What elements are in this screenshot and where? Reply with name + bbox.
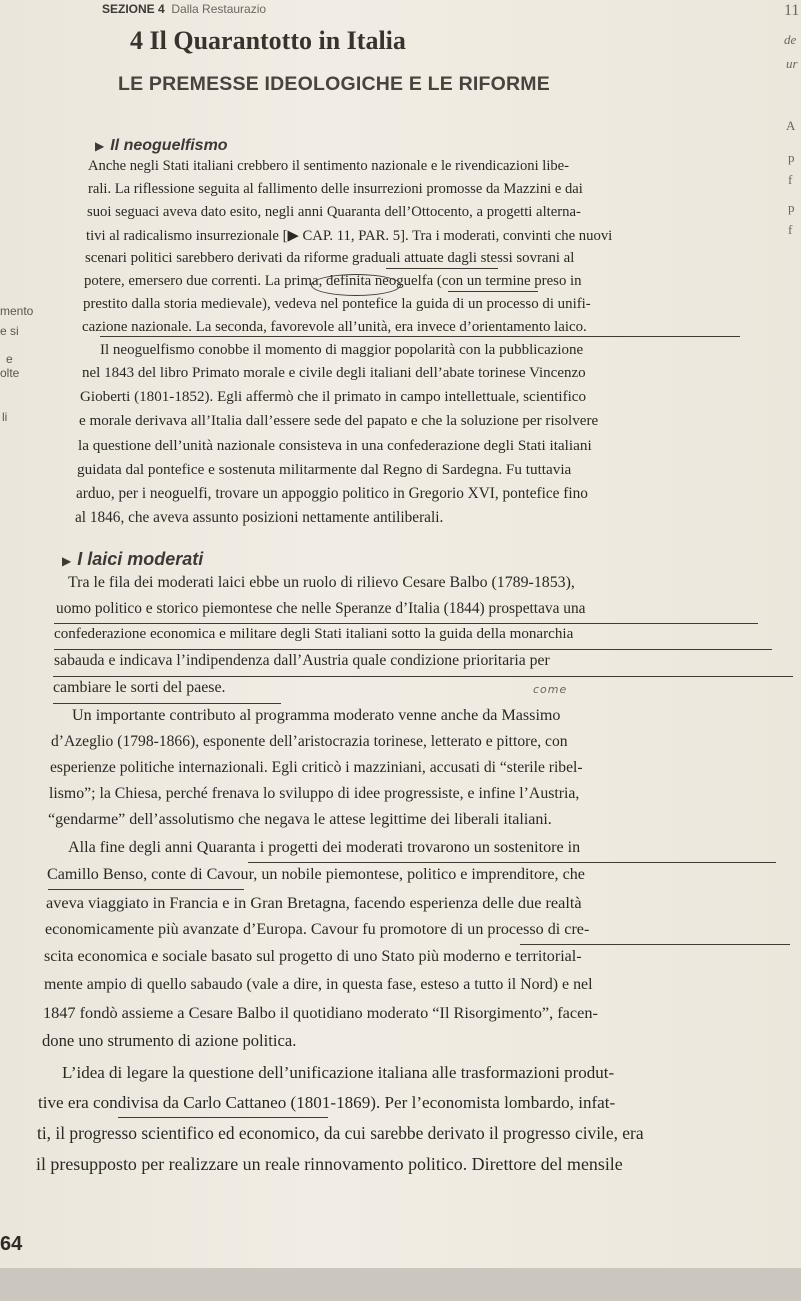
text-line: uomo politico e storico piemontese che nelle Speranze d’Italia (1844) prospettava una: [56, 600, 586, 617]
text-line: guidata dal pontefice e sostenuta militarmente dal Regno di Sardegna. Fu tuttavia: [77, 461, 572, 478]
text-line: scita economica e sociale basato sul progetto di uno Stato più moderno e territorial-: [44, 948, 582, 965]
text-line: scenari politici sarebbero derivati da riforme graduali attuate dagli stessi sovrani al: [85, 250, 575, 266]
section-heading-laici-moderati: ▶ I laici moderati: [62, 549, 204, 569]
pen-underline: [54, 623, 758, 624]
text-line: Il neoguelfismo conobbe il momento di maggior popolarità con la pubblicazione: [100, 342, 584, 358]
text-line: Gioberti (1801-1852). Egli affermò che il primato in campo intellettuale, scientifico: [80, 389, 587, 405]
text-line: nel 1843 del libro Primato morale e civile degli italiani dell’abate torinese Vincenzo: [82, 365, 586, 381]
text-line: potere, emersero due correnti. La prima, definita neoguelfa (con un termine preso in: [84, 273, 582, 289]
pen-underline: [54, 649, 772, 650]
chapter-title: 4 Il Quarantotto in Italia: [130, 26, 406, 55]
margin-fragment: olte: [0, 366, 20, 380]
pen-underline: [100, 336, 740, 337]
margin-fragment: de: [784, 32, 797, 47]
pen-underline: [53, 676, 793, 677]
section-running-head: SEZIONE 4 Dalla Restaurazio: [102, 2, 267, 16]
text-line: arduo, per i neoguelfi, trovare un appoggio politico in Gregorio XVI, pontefice fino: [76, 485, 588, 502]
pen-circle: [311, 274, 401, 296]
margin-fragment: f: [788, 222, 793, 237]
text-line: ti, il progresso scientifico ed economico, da cui sarebbe derivato il progresso civile, era: [37, 1123, 644, 1143]
pen-underline: [248, 862, 776, 863]
text-line: Camillo Benso, conte di Cavour, un nobile piemontese, politico e imprenditore, che: [47, 866, 585, 883]
pen-underline: [118, 1117, 328, 1118]
text-line: al 1846, che aveva assunto posizioni nettamente antiliberali.: [75, 509, 444, 526]
text-line: mente ampio di quello sabaudo (vale a dire, in questa fase, esteso a tutto il Nord) e nel: [44, 976, 593, 993]
margin-fragment: e si: [0, 324, 19, 338]
text-line: e morale derivava all’Italia dall’essere sede del papato e che la soluzione per risolvere: [79, 413, 599, 429]
text-line: aveva viaggiato in Francia e in Gran Bretagna, facendo esperienza delle due realtà: [46, 893, 582, 912]
pen-underline: [448, 291, 538, 292]
text-line: esperienze politiche internazionali. Egli criticò i mazziniani, accusati di “sterile ribel-: [50, 759, 583, 776]
text-line: tivi al radicalismo insurrezionale [▶ CAP. 11, PAR. 5]. Tra i moderati, convinti che nuovi: [86, 228, 613, 244]
text-line: rali. La riflessione seguita al fallimento delle insurrezioni promosse da Mazzini e dai: [88, 181, 583, 197]
main-heading: LE PREMESSE IDEOLOGICHE E LE RIFORME: [118, 73, 550, 95]
page-number: 64: [0, 1233, 23, 1255]
text-line: sabauda e indicava l’indipendenza dall’Austria quale condizione prioritaria per: [54, 652, 550, 669]
text-line: “gendarme” dell’assolutismo che negava le attese legittime dei liberali italiani.: [48, 811, 552, 828]
handwritten-note: come: [533, 683, 568, 696]
text-line: lismo”; la Chiesa, perché frenava lo sviluppo di idee progressiste, e infine l’Austria,: [49, 785, 580, 802]
margin-fragment: f: [788, 172, 793, 187]
margin-fragment: mento: [0, 304, 34, 318]
pen-underline: [520, 944, 790, 945]
margin-fragment: li: [2, 410, 8, 424]
section-heading-neoguelfismo: ▶ Il neoguelfismo: [95, 137, 228, 154]
page-bottom-edge: [0, 1268, 801, 1301]
text-line: la questione dell’unità nazionale consisteva in una confederazione degli Stati italiani: [78, 437, 592, 454]
pen-underline: [48, 889, 244, 890]
margin-fragment: ur: [786, 56, 798, 71]
triangle-bullet-icon: ▶: [95, 139, 105, 153]
pen-underline: [53, 703, 281, 704]
text-line: 1847 fondò assieme a Cesare Balbo il quotidiano moderato “Il Risorgimento”, facen-: [43, 1003, 598, 1022]
text-line: Anche negli Stati italiani crebbero il sentimento nazionale e le rivendicazioni libe-: [88, 158, 570, 174]
text-line: Tra le fila dei moderati laici ebbe un ruolo di rilievo Cesare Balbo (1789-1853),: [68, 574, 575, 591]
text-line: prestito dalla storia medievale), vedeva nel pontefice la guida di un processo di unifi-: [83, 296, 591, 312]
text-line: confederazione economica e militare degli Stati italiani sotto la guida della monarchia: [54, 626, 574, 642]
margin-fragment: 11: [784, 2, 800, 19]
text-line: il presupposto per realizzare un reale rinnovamento politico. Direttore del mensile: [36, 1154, 623, 1174]
triangle-bullet-icon: ▶: [62, 554, 72, 568]
margin-fragment: p: [788, 200, 795, 215]
text-line: tive era condivisa da Carlo Cattaneo (1801-1869). Per l’economista lombardo, infat-: [38, 1093, 616, 1112]
text-line: suoi seguaci aveva dato esito, negli anni Quaranta dell’Ottocento, a progetti alterna-: [87, 204, 581, 220]
margin-fragment: A: [786, 118, 796, 133]
text-line: cazione nazionale. La seconda, favorevole all’unità, era invece d’orientamento laico.: [82, 319, 587, 335]
text-line: d’Azeglio (1798-1866), esponente dell’aristocrazia torinese, letterato e pittore, con: [51, 733, 568, 750]
margin-fragment: e: [6, 352, 13, 366]
text-line: L’idea di legare la questione dell’unificazione italiana alle trasformazioni produt-: [62, 1063, 615, 1082]
text-line: done uno strumento di azione politica.: [42, 1031, 297, 1050]
margin-fragment: p: [788, 150, 795, 165]
text-line: cambiare le sorti del paese.: [53, 679, 226, 696]
text-line: economicamente più avanzate d’Europa. Cavour fu promotore di un processo di cre-: [45, 921, 590, 938]
text-line: Alla fine degli anni Quaranta i progetti dei moderati trovarono un sostenitore in: [68, 839, 581, 856]
pen-underline: [386, 268, 498, 269]
text-line: Un importante contributo al programma moderato venne anche da Massimo: [72, 707, 561, 724]
